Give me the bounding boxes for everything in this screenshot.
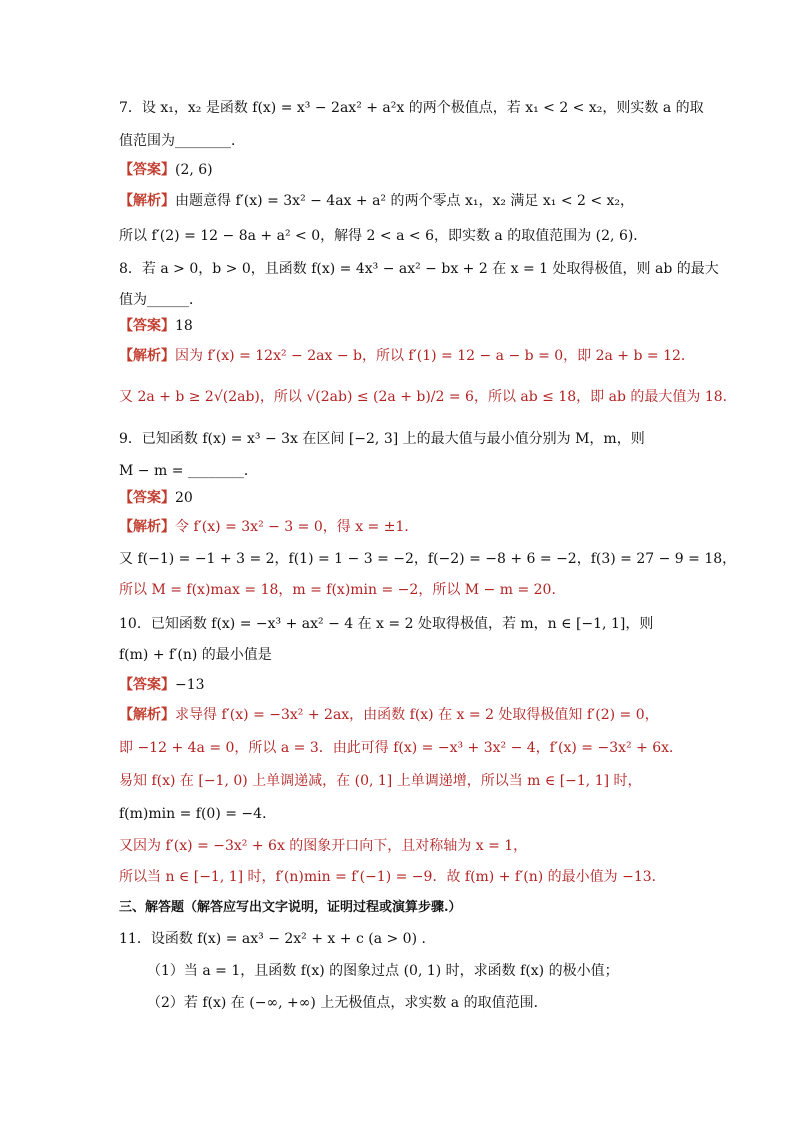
analysis-10-line-5: 又因为 f′(x) = −3x² + 6x 的图象开口向下，且对称轴为 x = 1， bbox=[119, 838, 528, 854]
analysis-8-line-1: 【解析】因为 f′(x) = 12x² − 2ax − b，所以 f′(1) = 12 − a − b = 0，即 2a + b = 12． bbox=[119, 348, 695, 364]
question-9-line-2: M − m = ________． bbox=[119, 463, 258, 479]
question-11: 11．设函数 f(x) = ax³ − 2x² + x + c (a > 0) ． bbox=[119, 931, 436, 947]
analysis-8-line-2: 又 2a + b ≥ 2√(2ab)，所以 √(2ab) ≤ (2a + b)/2 = 6，所以 ab ≤ 18，即 ab 的最大值为 18． bbox=[119, 389, 737, 405]
answer-8: 【答案】18 bbox=[119, 318, 193, 334]
answer-tag: 【答案】 bbox=[119, 677, 175, 693]
analysis-tag: 【解析】 bbox=[119, 348, 175, 364]
analysis-10-line-3: 易知 f(x) 在 [−1, 0) 上单调递减，在 (0, 1] 上单调递增，所以当 m ∈ [−1, 1] 时， bbox=[119, 773, 642, 789]
analysis-10-line-1: 【解析】求导得 f′(x) = −3x² + 2ax，由函数 f(x) 在 x = 2 处取得极值知 f′(2) = 0， bbox=[119, 707, 659, 723]
answer-tag: 【答案】 bbox=[119, 490, 175, 506]
analysis-7-line-1: 【解析】由题意得 f′(x) = 3x² − 4ax + a² 的两个零点 x₁，x₂ 满足 x₁ < 2 < x₂， bbox=[119, 193, 635, 209]
question-11-part-1: （1）当 a = 1，且函数 f(x) 的图象过点 (0, 1) 时，求函数 f(x) 的极小值； bbox=[147, 963, 619, 979]
question-9-line-1: 9．已知函数 f(x) = x³ − 3x 在区间 [−2, 3] 上的最大值与最小值分别为 M，m，则 bbox=[119, 431, 645, 447]
question-7-line-2: 值范围为________． bbox=[119, 133, 245, 149]
analysis-10-line-2: 即 −12 + 4a = 0，所以 a = 3．由此可得 f(x) = −x³ + 3x² − 4，f′(x) = −3x² + 6x． bbox=[119, 740, 684, 756]
analysis-tag: 【解析】 bbox=[119, 707, 175, 723]
section-heading: 三、解答题（解答应写出文字说明，证明过程或演算步骤.） bbox=[119, 900, 462, 915]
answer-7: 【答案】(2, 6) bbox=[119, 162, 213, 178]
question-8-line-1: 8．若 a > 0，b > 0，且函数 f(x) = 4x³ − ax² − bx + 2 在 x = 1 处取得极值，则 ab 的最大 bbox=[119, 261, 719, 277]
answer-tag: 【答案】 bbox=[119, 162, 175, 178]
analysis-9-line-1: 【解析】令 f′(x) = 3x² − 3 = 0，得 x = ±1． bbox=[119, 519, 419, 535]
analysis-7-line-2: 所以 f′(2) = 12 − 8a + a² < 0，解得 2 < a < 6，即实数 a 的取值范围为 (2, 6)． bbox=[119, 228, 648, 244]
analysis-tag: 【解析】 bbox=[119, 193, 175, 209]
answer-tag: 【答案】 bbox=[119, 318, 175, 334]
question-10-line-2: f(m) + f′(n) 的最小值是 bbox=[119, 647, 272, 663]
analysis-9-line-3: 所以 M = f(x)max = 18，m = f(x)min = −2，所以 M − m = 20． bbox=[119, 582, 566, 598]
answer-10: 【答案】−13 bbox=[119, 677, 205, 693]
analysis-tag: 【解析】 bbox=[119, 519, 175, 535]
analysis-10-line-6: 所以当 n ∈ [−1, 1] 时，f′(n)min = f′(−1) = −9．故 f(m) + f′(n) 的最小值为 −13． bbox=[119, 869, 666, 885]
question-11-part-2: （2）若 f(x) 在 (−∞, +∞) 上无极值点，求实数 a 的取值范围． bbox=[147, 995, 548, 1011]
analysis-9-line-2: 又 f(−1) = −1 + 3 = 2，f(1) = 1 − 3 = −2，f(−2) = −8 + 6 = −2，f(3) = 27 − 9 = 18， bbox=[119, 551, 737, 567]
analysis-10-line-4: f(m)min = f(0) = −4． bbox=[119, 806, 277, 822]
question-8-line-2: 值为______． bbox=[119, 292, 203, 308]
question-7-line-1: 7．设 x₁，x₂ 是函数 f(x) = x³ − 2ax² + a²x 的两个极值点，若 x₁ < 2 < x₂，则实数 a 的取 bbox=[119, 100, 704, 116]
answer-9: 【答案】20 bbox=[119, 490, 193, 506]
question-10-line-1: 10．已知函数 f(x) = −x³ + ax² − 4 在 x = 2 处取得极值，若 m，n ∈ [−1, 1]，则 bbox=[119, 616, 654, 632]
